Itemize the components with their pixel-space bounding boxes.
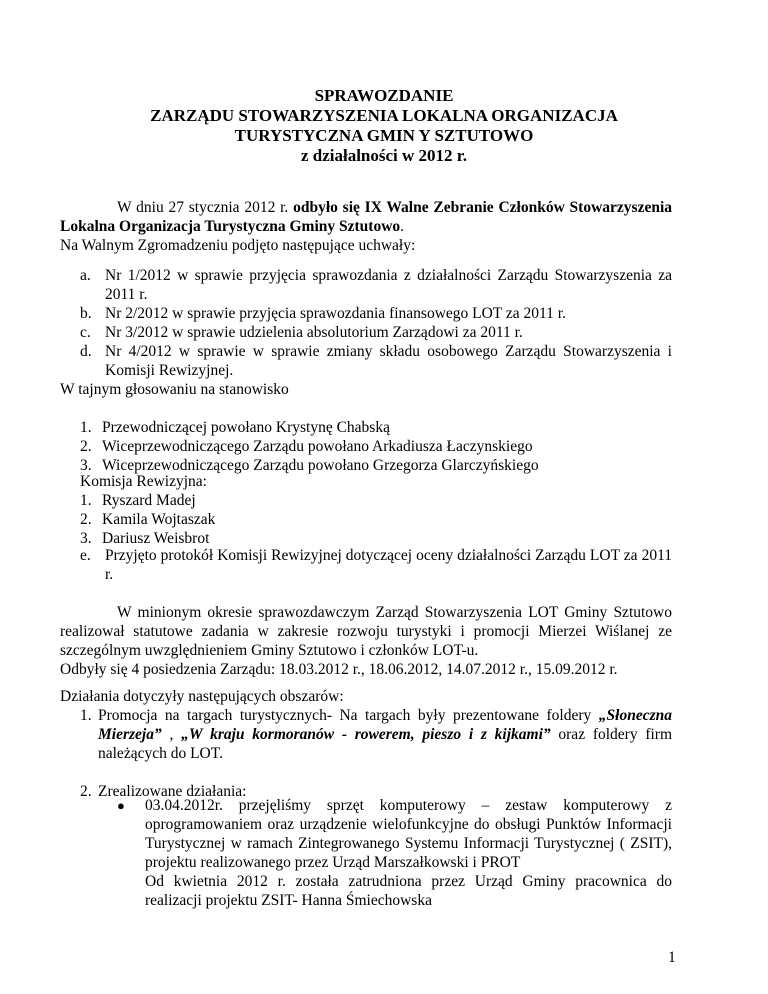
area-item-1 [60, 706, 672, 763]
member-label: 2. [80, 511, 92, 528]
areas-section [60, 687, 672, 801]
commission-member [80, 491, 672, 510]
resolution-e [80, 546, 672, 584]
meetings-line: Odbyły się 4 posiedzenia Zarządu: 18.03.2012 r., 18.06.2012, 14.07.2012 r., 15.09.2012 r. [60, 661, 618, 678]
title-line-1: SPRAWOZDANIE [314, 86, 454, 105]
member-name: Dariusz Weisbrot [102, 530, 210, 547]
bullet-item [117, 796, 672, 910]
area-text: Zrealizowane działania: [98, 783, 247, 800]
position-item [80, 418, 672, 437]
bullet-list [117, 796, 672, 910]
intro-bold: odbyło się IX Walne Zebranie Członków Stowarzyszenia Lokalna Organizacja Turystyczna Gminy Sztutowo [60, 199, 673, 235]
resolution-label: d. [80, 343, 92, 360]
intro-line-2: Na Walnym Zgromadzeniu podjęto następujące uchwały: [60, 237, 416, 254]
bullet-dot-icon: ● [117, 798, 125, 813]
areas-heading: Działania dotyczyły następujących obszarów: [60, 688, 344, 705]
page-number: 1 [668, 949, 676, 966]
intro-section [60, 198, 672, 255]
area-label: 1. [80, 707, 92, 724]
intro-lead: W dniu 27 stycznia 2012 r. [117, 199, 294, 216]
resolution-label: c. [80, 324, 91, 341]
bullet-text: 03.04.2012r. przejęliśmy sprzęt komputerowy – zestaw komputerowy z oprogramowaniem oraz urządzenie wielofunkcyjne do obsługi Punktów Informacji Turystycznej w ramach Zintegrowanego Systemu Informacji Turystycznej ( ZSIT), projektu realizowanego przez Urząd Marszałkowski i PROT [145, 797, 672, 871]
resolutions-list [80, 266, 672, 380]
resolution-item [80, 304, 672, 323]
position-item [80, 437, 672, 456]
resolution-text: Nr 2/2012 w sprawie przyjęcia sprawozdania finansowego LOT za 2011 r. [105, 305, 566, 322]
area-text [98, 706, 672, 763]
resolution-label: b. [80, 305, 92, 322]
positions-list [80, 418, 672, 475]
member-name: Ryszard Madej [102, 492, 196, 509]
member-label: 1. [80, 492, 92, 509]
resolution-text: Przyjęto protokół Komisji Rewizyjnej dotyczącej oceny działalności Zarządu LOT za 2011 r. [105, 547, 672, 583]
commission-member [80, 510, 672, 529]
reporting-section [60, 603, 672, 679]
intro-paragraph [60, 198, 672, 236]
resolution-item [80, 342, 672, 380]
resolution-text: Nr 4/2012 w sprawie w sprawie zmiany składu osobowego Zarządu Stowarzyszenia i Komisji Rewizyjnej. [105, 343, 672, 379]
commission-section [80, 472, 672, 548]
folder-name-2: „W kraju kormoranów - rowerem, pieszo i z kijkami” [181, 726, 551, 743]
folder-separator: , [161, 726, 182, 743]
resolution-text: Nr 3/2012 w sprawie udzielenia absolutorium Zarządowi za 2011 r. [105, 324, 523, 341]
title-line-2: ZARZĄDU STOWARZYSZENIA LOKALNA ORGANIZACJA [150, 106, 618, 125]
secret-vote-line: W tajnym głosowaniu na stanowisko [60, 381, 289, 398]
resolution-item [80, 266, 672, 304]
position-text: Wiceprzewodniczącego Zarządu powołano Grzegorza Glarczyńskiego [102, 457, 539, 474]
area-text-b: oraz foldery firm należących do LOT. [98, 726, 673, 762]
document-title [60, 86, 708, 166]
position-text: Wiceprzewodniczącego Zarządu powołano Arkadiusza Łaczynskiego [102, 438, 533, 455]
commission-title: Komisja Rewizyjna: [80, 473, 207, 490]
position-text: Przewodniczącej powołano Krystynę Chabską [102, 419, 390, 436]
area-text-a: Promocja na targach turystycznych- Na targach były prezentowane foldery [98, 707, 599, 724]
intro-tail: . [400, 218, 405, 235]
resolution-label: a. [80, 267, 91, 284]
member-label: 3. [80, 530, 92, 547]
position-label: 2. [80, 438, 92, 455]
bullet-text-continued: Od kwietnia 2012 r. została zatrudniona przez Urząd Gminy pracownica do realizacji projektu ZSIT- Hanna Śmiechowska [145, 873, 672, 909]
reporting-paragraph: W minionym okresie sprawozdawczym Zarząd Stowarzyszenia LOT Gminy Sztutowo realizował statutowe zadania w zakresie rozwoju turystyki i promocji Mierzei Wiślanej ze szczególnym uwzględnieniem Gminy Sztutowo i członków LOT-u. [60, 604, 672, 659]
resolution-text: Nr 1/2012 w sprawie przyjęcia sprawozdania z działalności Zarządu Stowarzyszenia za 2011 r. [105, 267, 672, 303]
title-line-3: TURYSTYCZNA GMIN Y SZTUTOWO [234, 126, 534, 145]
position-label: 3. [80, 457, 92, 474]
resolution-item [80, 546, 672, 584]
position-label: 1. [80, 419, 92, 436]
resolution-item [80, 323, 672, 342]
folder-name-1: „Słoneczna Mierzeja” [98, 707, 672, 743]
member-name: Kamila Wojtaszak [102, 511, 216, 528]
title-line-4: z działalności w 2012 r. [300, 146, 468, 165]
area-label: 2. [80, 783, 92, 800]
resolution-label: e. [80, 547, 91, 564]
